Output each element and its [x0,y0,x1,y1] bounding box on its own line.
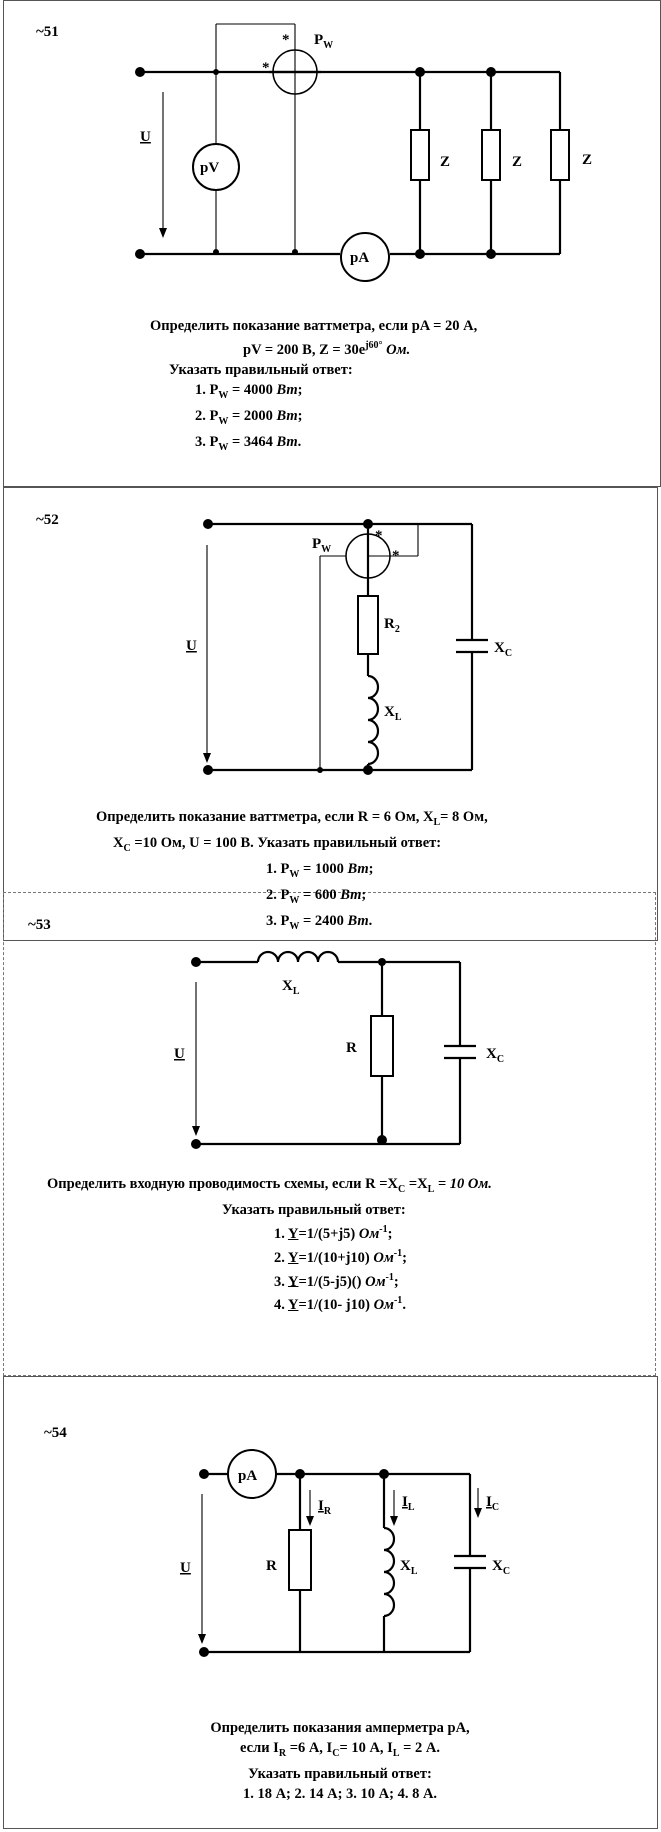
ir-label: $I_R$ [318,1498,332,1517]
u-label-52: U [186,638,197,654]
r-label-54: R [266,1558,277,1574]
pw-label-52: $P_W$ [312,536,332,555]
star-voltage: * [262,60,270,76]
problem-53-question: Определить входную проводимость схемы, если $R =X_C =X_L = 10$ Ом. Указать правильный ответ: 1. Y=1/(5+j5) $Ом^{-1}$; 2. Y=1/(10+j10) $Ом^{-1}$; 3. Y=1/(5-j5)() $Ом^{-1}$; 4. Y=1/(10- j10) $Ом^{-1}$. [47,1176,492,1314]
pa-label-54: pA [238,1468,258,1484]
xl-label-54: $X_L$ [400,1558,418,1577]
resistor-r-54 [289,1530,311,1590]
star-52b: * [392,548,400,564]
r2-label: $R_2$ [384,616,400,635]
u-label: U [140,129,151,145]
problem-53-number: ~53 [28,917,51,933]
xc-label-53: $X_C$ [486,1046,505,1065]
problem-51-number: ~51 [36,24,59,40]
pw-label: $P_W$ [314,32,334,51]
problem-54-question: Определить показания амперметра pA, если $I_R =6$ А, $I_C= 10$ А, $I_L = 2$ А. Указать правильный ответ: 1. 18 А; 2. 14 А; 3. 10 А; 4. 8 А. [210,1720,470,1802]
z2-label: Z [512,154,523,170]
problem-51-question: Определить показание ваттметра, если pA = 20 А, pV = 200 В, $Z = 30e^{j60^\circ}$ Ом. Указать правильный ответ: 1. $P_W = 4000$ Вт; 2. $P_W = 2000$ Вт; 3. $P_W = 3464$ Вт. [150,318,478,453]
il-label: $I_L$ [402,1494,415,1513]
problem-52-number: ~52 [36,512,59,528]
star-current: * [282,32,290,48]
pv-label: pV [200,160,220,176]
u-label-53: U [174,1046,185,1062]
z3-label: Z [582,152,593,168]
xc-label-54: $X_C$ [492,1558,511,1577]
xc-label-52: $X_C$ [494,640,513,659]
star-52a: * [375,528,383,544]
problem-52-question: Определить показание ваттметра, если R = 6 Ом, $X_L= 8$ Ом, $X_C =10$ Ом, U = 100 В. Указать правильный ответ: 1. $P_W = 1000$ Вт; 2. $P_W = 600$ Вт; 3. $P_W = 2400$ Вт. [96,809,488,932]
z1-label: Z [440,154,451,170]
problem-54-number: ~54 [44,1425,67,1441]
u-label-54: U [180,1560,191,1576]
pa-label: pA [350,250,370,266]
r-label-53: R [346,1040,357,1056]
xl-label-52: $X_L$ [384,704,402,723]
inductor-xl-54 [384,1528,394,1616]
ic-label: $I_C$ [486,1494,500,1513]
xl-label-53: $X_L$ [282,978,300,997]
